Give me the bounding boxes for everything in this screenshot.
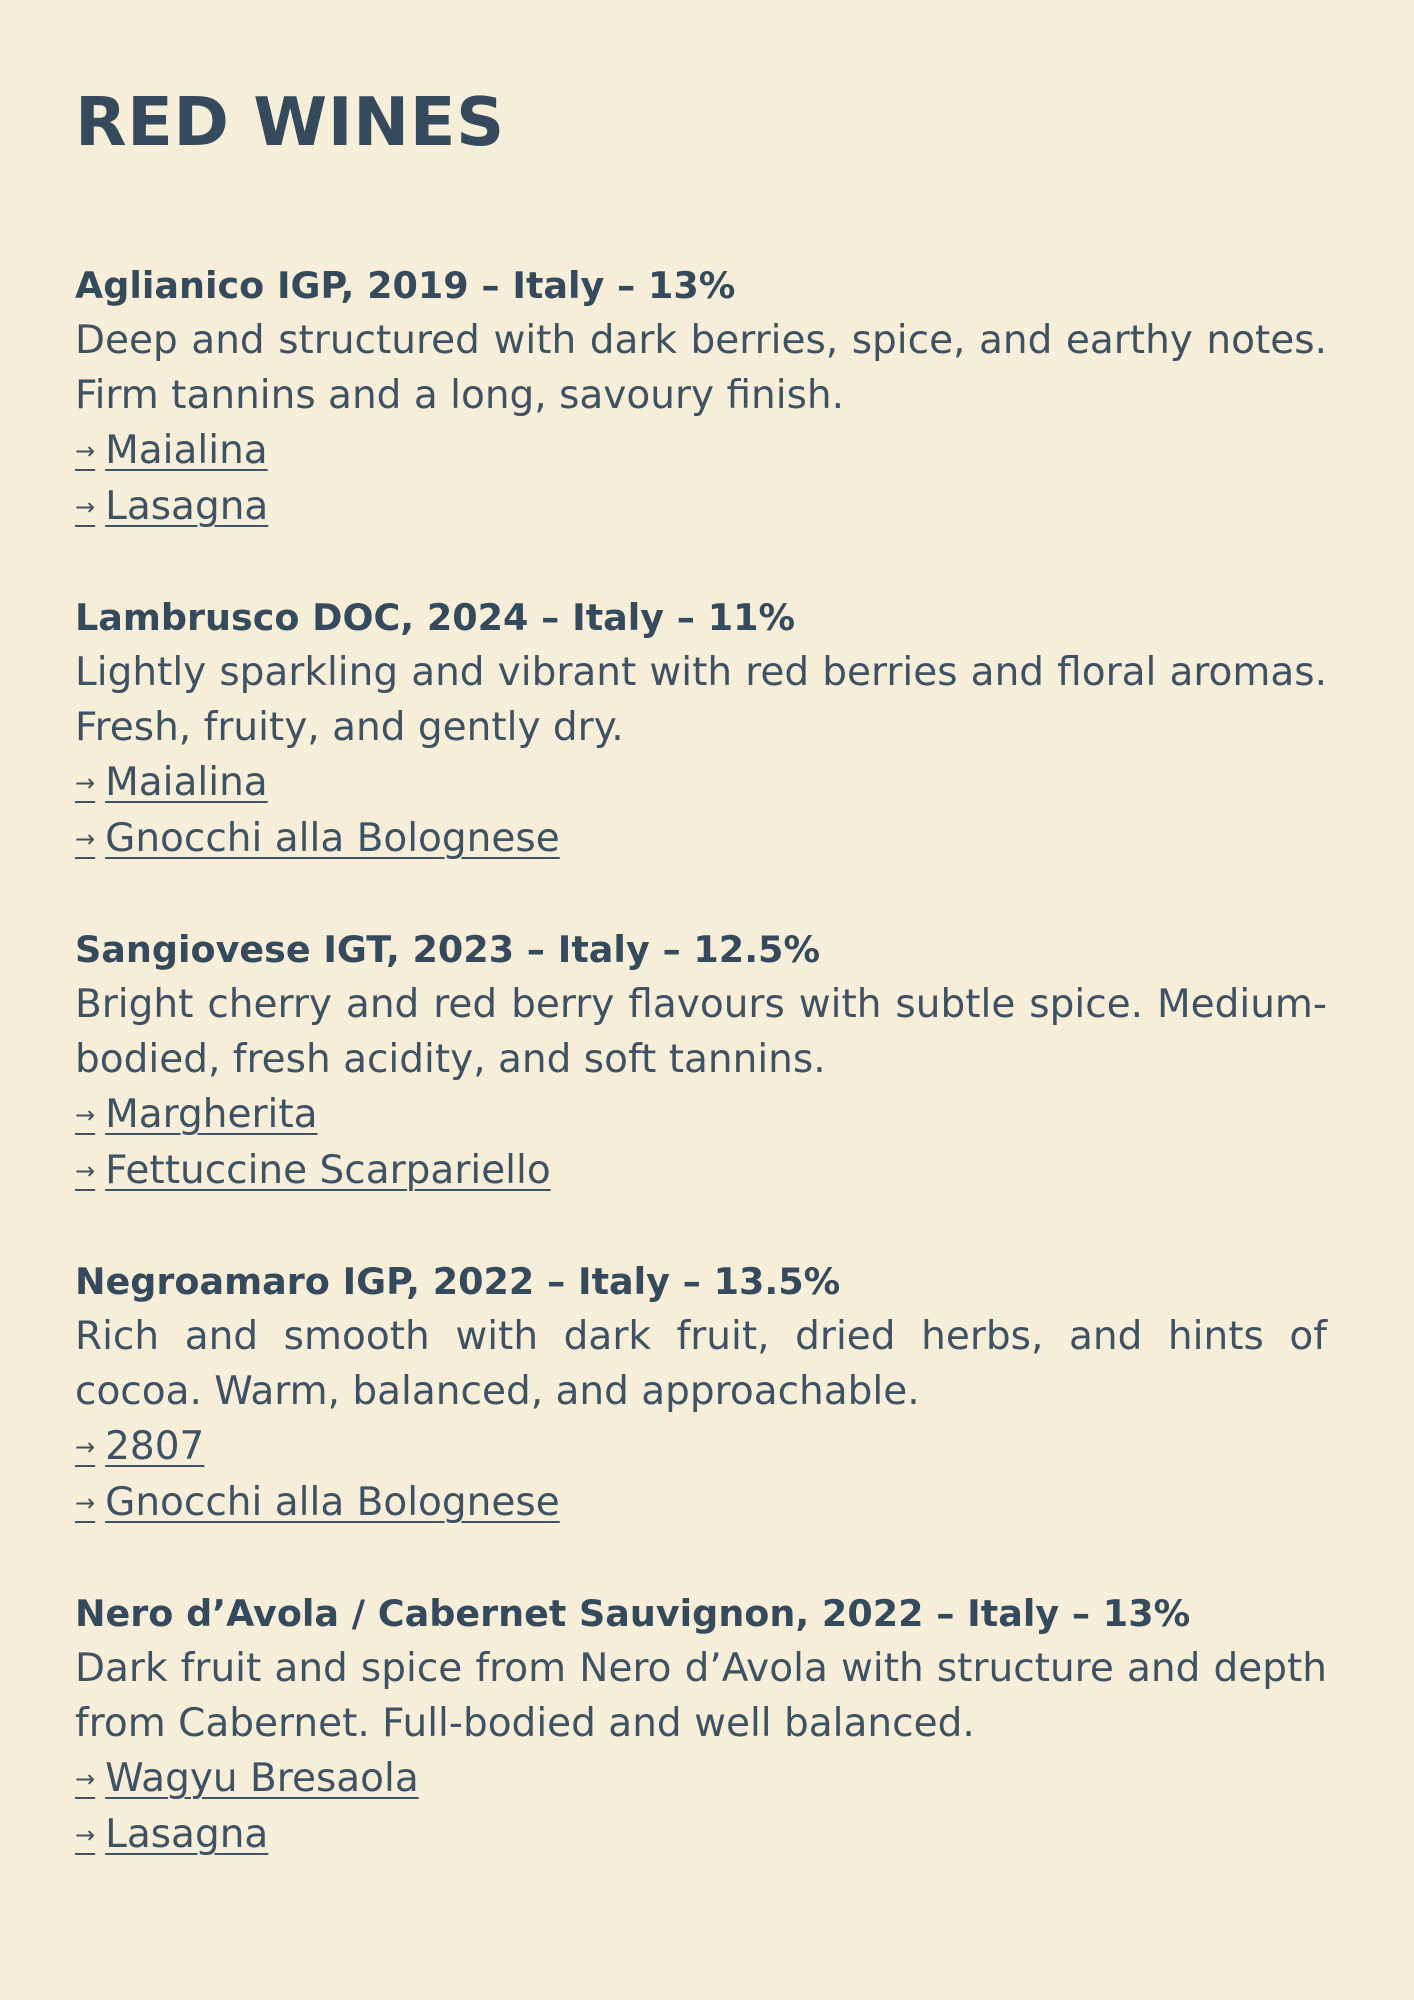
wine-heading: Lambrusco DOC, 2024 – Italy – 11% xyxy=(75,596,796,639)
pairing-link-2807[interactable] xyxy=(75,1419,204,1475)
arrow-right-icon: → xyxy=(75,825,96,853)
wine-description: Bright cherry and red berry flavours with subtle spice. Medium-bodied, fresh acidity, and soft tannins. xyxy=(75,982,1327,1082)
arrow-right-icon: → xyxy=(75,1489,96,1517)
arrow-right-icon: → xyxy=(75,1101,96,1129)
pairing-link-margherita[interactable] xyxy=(75,1087,318,1143)
arrow-right-icon: → xyxy=(75,437,96,465)
pairing-label: 2807 xyxy=(105,1424,205,1469)
pairing-link-gnocchi-alla-bolognese[interactable] xyxy=(75,811,560,867)
pairing-label: Gnocchi alla Bolognese xyxy=(105,816,560,861)
wine-description: Deep and structured with dark berries, spice, and earthy notes. Firm tannins and a long, savoury finish. xyxy=(75,318,1327,418)
pairing-link-maialina[interactable] xyxy=(75,423,268,479)
pairing-link-lasagna[interactable] xyxy=(75,479,268,535)
pairing-label: Lasagna xyxy=(105,484,269,529)
wine-heading: Negroamaro IGP, 2022 – Italy – 13.5% xyxy=(75,1260,841,1303)
pairing-link-wagyu-bresaola[interactable] xyxy=(75,1751,419,1807)
pairing-label: Margherita xyxy=(105,1092,318,1137)
pairing-label: Gnocchi alla Bolognese xyxy=(105,1480,560,1525)
arrow-right-icon: → xyxy=(75,1821,96,1849)
pairing-link-fettuccine-scarpariello[interactable] xyxy=(75,1143,551,1199)
pairing-label: Lasagna xyxy=(105,1812,269,1857)
wine-description: Lightly sparkling and vibrant with red berries and floral aromas. Fresh, fruity, and gently dry. xyxy=(75,650,1327,750)
wine-heading: Aglianico IGP, 2019 – Italy – 13% xyxy=(75,264,736,307)
pairing-label: Wagyu Bresaola xyxy=(105,1756,419,1801)
arrow-right-icon: → xyxy=(75,1765,96,1793)
arrow-right-icon: → xyxy=(75,1433,96,1461)
pairing-link-maialina[interactable] xyxy=(75,755,268,811)
wine-entry-sangiovese xyxy=(75,922,1327,1199)
wine-heading: Sangiovese IGT, 2023 – Italy – 12.5% xyxy=(75,928,821,971)
pairing-label: Fettuccine Scarpariello xyxy=(105,1148,551,1193)
wine-entry-nero-davola-cabernet xyxy=(75,1586,1327,1863)
wine-entry-negroamaro xyxy=(75,1254,1327,1531)
arrow-right-icon: → xyxy=(75,769,96,797)
wine-description: Dark fruit and spice from Nero d’Avola with structure and depth from Cabernet. Full-bodied and well balanced. xyxy=(75,1646,1327,1746)
wine-description: Rich and smooth with dark fruit, dried herbs, and hints of cocoa. Warm, balanced, and approachable. xyxy=(75,1314,1327,1414)
page-title: RED WINES xyxy=(75,83,505,161)
wine-entry-lambrusco xyxy=(75,590,1327,867)
pairing-link-gnocchi-alla-bolognese[interactable] xyxy=(75,1475,560,1531)
pairing-link-lasagna[interactable] xyxy=(75,1807,268,1863)
pairing-label: Maialina xyxy=(105,760,268,805)
wine-heading: Nero d’Avola / Cabernet Sauvignon, 2022 – Italy – 13% xyxy=(75,1592,1191,1635)
wine-entry-aglianico xyxy=(75,258,1327,535)
pairing-label: Maialina xyxy=(105,428,268,473)
arrow-right-icon: → xyxy=(75,1157,96,1185)
arrow-right-icon: → xyxy=(75,493,96,521)
